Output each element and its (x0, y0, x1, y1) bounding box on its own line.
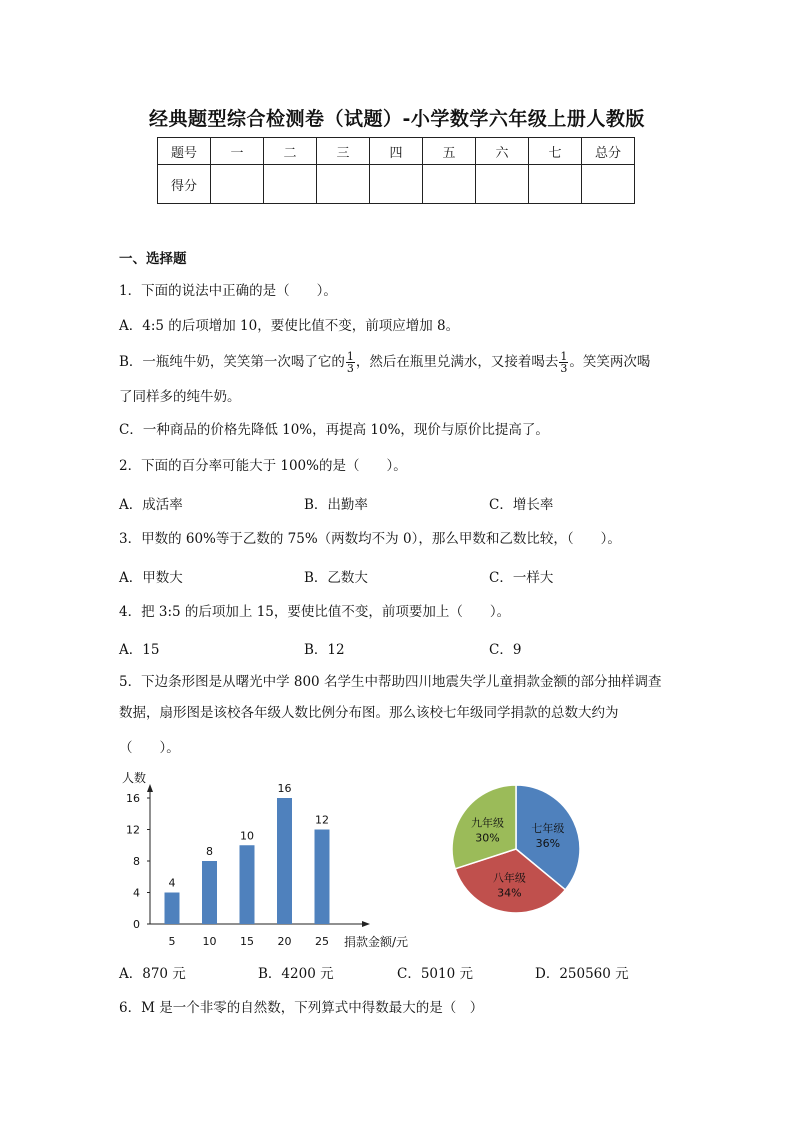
x-tick-label: 20 (277, 935, 292, 948)
score-cell[interactable] (529, 165, 582, 204)
bar (165, 893, 180, 925)
fraction-one-third: $\frac{1}{3}$ (346, 350, 354, 375)
score-cell[interactable] (211, 165, 264, 204)
q5-line1: 5．下边条形图是从曙光中学 800 名学生中帮助四川地震失学儿童捐款金额的部分抽样调查 (119, 674, 662, 690)
q4-option-a[interactable]: A．15 (119, 642, 160, 658)
q1-option-a[interactable]: A．4:5 的后项增加 10，要使比值不变，前项应增加 8。 (119, 318, 460, 334)
score-table (157, 137, 635, 204)
q1-option-c[interactable]: C．一种商品的价格先降低 10%，再提高 10%，现价与原价比提高了。 (119, 422, 549, 438)
bar-data-label: 16 (277, 782, 292, 795)
q2-option-c[interactable]: C．增长率 (489, 497, 554, 513)
q5-option-c[interactable]: C．5010 元 (397, 966, 473, 982)
q4-stem: 4．把 3:5 的后项加上 15，要使比值不变，前项要加上（ ）。 (119, 604, 511, 620)
q1-option-b-line2: 了同样多的纯牛奶。 (119, 389, 241, 405)
x-tick-label: 25 (315, 935, 329, 948)
bar (277, 798, 292, 924)
header-cell: 六 (476, 138, 529, 165)
q3-option-c[interactable]: C．一样大 (489, 570, 554, 586)
bar-data-label: 4 (168, 876, 176, 890)
y-tick-label: 0 (133, 918, 140, 931)
q1-option-b-text: 。笑笑两次喝 (569, 354, 651, 370)
pie-chart (448, 784, 588, 914)
q1-stem: 1．下面的说法中正确的是（ ）。 (119, 283, 337, 299)
header-cell: 题号 (158, 138, 211, 165)
y-tick-label: 16 (126, 792, 140, 805)
x-tick-label: 15 (240, 935, 254, 948)
q1-option-b-text: B．一瓶纯牛奶，笑笑第一次喝了它的 (119, 354, 345, 370)
score-cell[interactable] (582, 165, 635, 204)
q5-option-a[interactable]: A．870 元 (119, 966, 186, 982)
pie-slice-value: 36% (535, 837, 561, 851)
score-cell[interactable] (264, 165, 317, 204)
x-tick-label: 5 (168, 935, 176, 948)
q5-line3: （ ）。 (119, 740, 180, 756)
score-cell[interactable] (370, 165, 423, 204)
y-tick-label: 4 (133, 886, 140, 900)
q3-option-b[interactable]: B．乙数大 (304, 570, 368, 586)
y-tick-label: 12 (126, 823, 140, 837)
x-axis-arrow (362, 921, 370, 927)
q2-stem: 2．下面的百分率可能大于 100%的是（ ）。 (119, 458, 407, 474)
q5-option-b[interactable]: B．4200 元 (258, 966, 334, 982)
y-axis-arrow (147, 784, 153, 792)
score-table-score-row (158, 165, 635, 204)
pie-slice-value: 34% (497, 886, 522, 900)
page-title: 经典题型综合检测卷（试题）-小学数学六年级上册人教版 (149, 108, 645, 130)
fraction-one-third: $\frac{1}{3}$ (560, 350, 568, 375)
pie-slice-label: 八年级 (492, 871, 526, 885)
q4-option-b[interactable]: B．12 (304, 642, 345, 658)
header-cell: 七 (529, 138, 582, 165)
q5-option-d[interactable]: D．250560 元 (535, 966, 629, 982)
score-table-header-row (158, 138, 635, 165)
bar-data-label: 10 (240, 829, 254, 843)
bar-chart (112, 768, 422, 952)
header-cell: 五 (423, 138, 476, 165)
y-axis-label: 人数 (122, 771, 147, 785)
pie-slice-label: 九年级 (471, 816, 505, 830)
x-tick-label: 10 (202, 935, 217, 948)
q2-option-a[interactable]: A．成活率 (119, 497, 183, 513)
q4-option-c[interactable]: C．9 (489, 642, 522, 658)
header-cell: 三 (317, 138, 370, 165)
pie-slice-label: 七年级 (531, 822, 565, 836)
bar (202, 861, 217, 924)
score-row-label: 得分 (158, 165, 211, 204)
section-heading: 一、选择题 (119, 251, 187, 267)
bar-data-label: 8 (206, 845, 213, 858)
score-cell[interactable] (423, 165, 476, 204)
header-cell: 二 (264, 138, 317, 165)
q1-option-b[interactable] (119, 350, 650, 374)
pie-slice-value: 30% (475, 831, 500, 845)
header-cell: 总分 (582, 138, 635, 165)
score-cell[interactable] (476, 165, 529, 204)
header-cell: 四 (370, 138, 423, 165)
bar (315, 830, 330, 925)
bar-data-label: 12 (315, 813, 329, 827)
q5-line2: 数据，扇形图是该校各年级人数比例分布图。那么该校七年级同学捐款的总数大约为 (119, 705, 619, 721)
x-axis-label: 捐款金额/元 (344, 935, 409, 949)
bar (240, 845, 255, 924)
y-tick-label: 8 (133, 855, 140, 868)
q2-option-b[interactable]: B．出勤率 (304, 497, 368, 513)
score-cell[interactable] (317, 165, 370, 204)
q6-stem: 6．M 是一个非零的自然数，下列算式中得数最大的是（ ） (119, 1000, 484, 1016)
q3-stem: 3．甲数的 60%等于乙数的 75%（两数均不为 0），那么甲数和乙数比较，（ ）。 (119, 531, 621, 547)
q3-option-a[interactable]: A．甲数大 (119, 570, 183, 586)
header-cell: 一 (211, 138, 264, 165)
q1-option-b-text: ，然后在瓶里兑满水，又接着喝去 (355, 354, 559, 370)
